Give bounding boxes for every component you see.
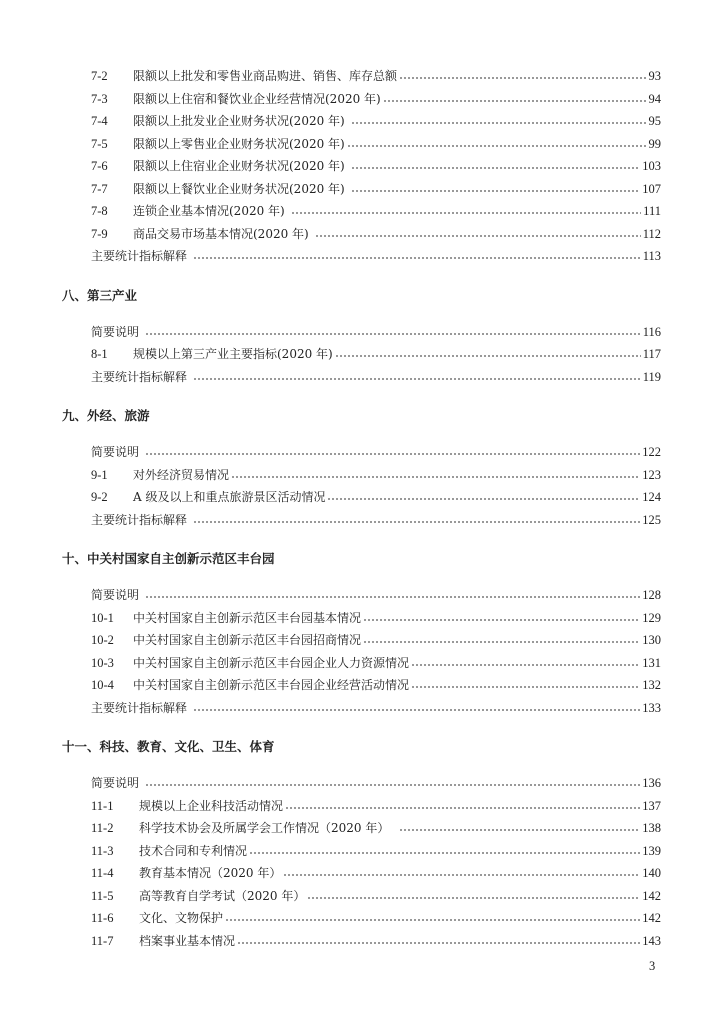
entry-title: 简要说明	[91, 588, 143, 602]
dot-leader	[283, 873, 640, 877]
entry-page: 116	[642, 324, 661, 339]
entry-page: 125	[642, 512, 661, 527]
entry-page: 123	[642, 467, 661, 482]
dot-leader	[351, 166, 641, 170]
entry-number: 11-3	[91, 843, 114, 858]
toc-entry[interactable]	[62, 110, 661, 133]
toc-entry[interactable]	[62, 65, 661, 88]
entry-number: 11-7	[91, 933, 114, 948]
entry-title: 主要统计指标解释	[91, 369, 191, 384]
entry-title: 对外经济贸易情况	[133, 467, 230, 482]
toc-entry[interactable]	[62, 200, 661, 223]
toc-entry[interactable]	[62, 907, 661, 930]
dot-leader	[307, 896, 640, 900]
dot-leader	[193, 520, 640, 524]
entry-number: 7-9	[91, 226, 108, 241]
entry-title: 简要说明	[91, 324, 143, 339]
entry-page: 111	[643, 204, 661, 218]
section-heading: 九、外经、旅游	[62, 408, 150, 423]
entry-title: 简要说明	[91, 445, 143, 459]
entry-page: 103	[642, 159, 661, 173]
entry-number: 9-2	[91, 490, 108, 504]
dot-leader	[231, 475, 640, 479]
entry-title: 技术合同和专利情况	[139, 843, 248, 858]
entry-page: 143	[642, 933, 661, 948]
dot-leader	[351, 189, 641, 193]
toc-entry[interactable]	[62, 584, 661, 607]
entry-title: 限额以上批发和零售业商品购进、销售、库存总额	[133, 69, 398, 83]
entry-title: 规模以上企业科技活动情况	[139, 798, 284, 813]
section-heading: 十一、科技、教育、文化、卫生、体育	[62, 739, 275, 754]
entry-title: 文化、文物保护	[139, 911, 224, 925]
entry-number: 7-8	[91, 204, 108, 218]
entry-number: 10-4	[91, 678, 114, 692]
dot-leader	[363, 640, 640, 644]
entry-number: 7-4	[91, 114, 108, 128]
entry-title: 高等教育自学考试（2020 年）	[139, 888, 306, 903]
entry-page: 95	[648, 114, 661, 128]
entry-number: 11-5	[91, 888, 114, 903]
entry-page: 117	[642, 347, 661, 361]
toc-section	[62, 404, 661, 531]
dot-leader	[145, 783, 640, 787]
dot-leader	[335, 354, 641, 358]
toc-entry[interactable]	[62, 817, 661, 840]
entry-page: 129	[642, 610, 661, 625]
entry-title: 规模以上第三产业主要指标(2020 年)	[133, 347, 333, 361]
entry-title: 连锁企业基本情况(2020 年)	[133, 204, 289, 218]
entry-number: 11-2	[91, 821, 114, 835]
toc-entry[interactable]	[62, 464, 661, 487]
entry-page: 94	[648, 91, 661, 106]
entry-title: 主要统计指标解释	[91, 249, 191, 263]
dot-leader	[225, 918, 640, 922]
dot-leader	[411, 685, 640, 689]
toc-section	[62, 284, 661, 389]
dot-leader	[145, 452, 640, 456]
entry-number: 7-6	[91, 159, 108, 173]
entry-title: 科学技术协会及所属学会工作情况（2020 年）	[139, 821, 397, 835]
toc-entry[interactable]	[62, 697, 661, 720]
entry-page: 131	[642, 655, 661, 670]
toc-entry[interactable]	[62, 88, 661, 111]
entry-page: 119	[642, 369, 661, 384]
entry-number: 10-1	[91, 610, 114, 625]
entry-title: 主要统计指标解释	[91, 512, 191, 527]
dot-leader	[237, 941, 640, 945]
entry-number: 7-2	[91, 69, 108, 83]
toc-entry[interactable]	[62, 509, 661, 532]
toc-entry[interactable]	[62, 223, 661, 246]
entry-title: 限额以上零售业企业财务状况(2020 年)	[133, 136, 345, 151]
entry-number: 10-3	[91, 655, 114, 670]
entry-page: 142	[642, 911, 661, 925]
toc-entry[interactable]	[62, 366, 661, 389]
toc-entry[interactable]	[62, 840, 661, 863]
entry-title: 档案事业基本情况	[139, 933, 236, 948]
page-number: 3	[649, 959, 656, 973]
toc-entry[interactable]	[62, 930, 661, 953]
entry-page: 133	[642, 700, 661, 715]
dot-leader	[145, 595, 640, 599]
toc-entry[interactable]	[62, 607, 661, 630]
toc-section	[62, 735, 661, 952]
entry-page: 99	[648, 136, 661, 151]
entry-number: 11-1	[91, 798, 114, 813]
toc-entry[interactable]	[62, 629, 661, 652]
toc-entry[interactable]	[62, 862, 661, 885]
entry-title: 限额以上批发业企业财务状况(2020 年)	[133, 114, 349, 128]
entry-number: 11-4	[91, 866, 114, 880]
toc-section	[62, 547, 661, 719]
dot-leader	[285, 806, 640, 810]
entry-title: 主要统计指标解释	[91, 700, 191, 715]
dot-leader	[351, 121, 647, 125]
entry-page: 112	[642, 226, 661, 241]
entry-page: 122	[642, 445, 661, 459]
entry-number: 7-7	[91, 181, 108, 196]
dot-leader	[383, 99, 647, 103]
entry-page: 140	[642, 866, 661, 880]
entry-title: 教育基本情况（2020 年）	[139, 866, 282, 880]
toc-entry[interactable]	[62, 772, 661, 795]
entry-page: 107	[642, 181, 661, 196]
entry-title: 中关村国家自主创新示范区丰台园招商情况	[133, 633, 362, 647]
entry-page: 132	[642, 678, 661, 692]
toc-entry[interactable]	[62, 133, 661, 156]
dot-leader	[249, 851, 640, 855]
toc-entry[interactable]	[62, 178, 661, 201]
dot-leader	[399, 76, 646, 80]
toc-entry[interactable]	[62, 343, 661, 366]
entry-number: 11-6	[91, 911, 114, 925]
toc-entry[interactable]	[62, 674, 661, 697]
dot-leader	[193, 377, 641, 381]
dot-leader	[145, 332, 641, 336]
entry-title: 限额以上住宿和餐饮业企业经营情况(2020 年)	[133, 91, 381, 106]
toc-entry[interactable]	[62, 245, 661, 268]
entry-title: 限额以上住宿业企业财务状况(2020 年)	[133, 159, 349, 173]
dot-leader	[193, 708, 640, 712]
toc-entry[interactable]	[62, 486, 661, 509]
entry-page: 130	[642, 633, 661, 647]
toc-entry[interactable]	[62, 885, 661, 908]
section-heading: 八、第三产业	[62, 287, 138, 303]
entry-title: 中关村国家自主创新示范区丰台园基本情况	[133, 610, 362, 625]
dot-leader	[363, 618, 640, 622]
entry-page: 128	[642, 588, 661, 602]
dot-leader	[327, 497, 640, 501]
section-heading: 十、中关村国家自主创新示范区丰台园	[62, 551, 275, 566]
table-of-contents	[62, 65, 661, 952]
entry-title: 商品交易市场基本情况(2020 年)	[133, 226, 313, 241]
dot-leader	[291, 211, 642, 215]
entry-number: 7-5	[91, 136, 108, 151]
toc-entry[interactable]	[62, 441, 661, 464]
entry-page: 124	[642, 490, 661, 504]
entry-number: 9-1	[91, 467, 108, 482]
entry-page: 93	[648, 69, 661, 83]
toc-entry[interactable]	[62, 652, 661, 675]
entry-title: 限额以上餐饮业企业财务状况(2020 年)	[133, 181, 349, 196]
entry-number: 7-3	[91, 91, 108, 106]
toc-entry[interactable]	[62, 155, 661, 178]
dot-leader	[411, 663, 640, 667]
entry-title: 中关村国家自主创新示范区丰台园企业人力资源情况	[133, 655, 410, 670]
entry-title: A 级及以上和重点旅游景区活动情况	[133, 490, 326, 504]
dot-leader	[347, 144, 647, 148]
entry-number: 10-2	[91, 633, 114, 647]
entry-page: 136	[642, 776, 661, 790]
dot-leader	[399, 828, 640, 832]
entry-page: 113	[642, 249, 661, 263]
dot-leader	[315, 234, 641, 238]
toc-entry[interactable]	[62, 795, 661, 818]
entry-title: 中关村国家自主创新示范区丰台园企业经营活动情况	[133, 678, 410, 692]
entry-page: 139	[642, 843, 661, 858]
entry-title: 简要说明	[91, 776, 143, 790]
entry-page: 137	[642, 798, 661, 813]
entry-page: 138	[642, 821, 661, 835]
dot-leader	[193, 256, 641, 260]
entry-page: 142	[642, 888, 661, 903]
toc-section	[62, 65, 661, 268]
toc-entry[interactable]	[62, 321, 661, 344]
entry-number: 8-1	[91, 347, 108, 361]
